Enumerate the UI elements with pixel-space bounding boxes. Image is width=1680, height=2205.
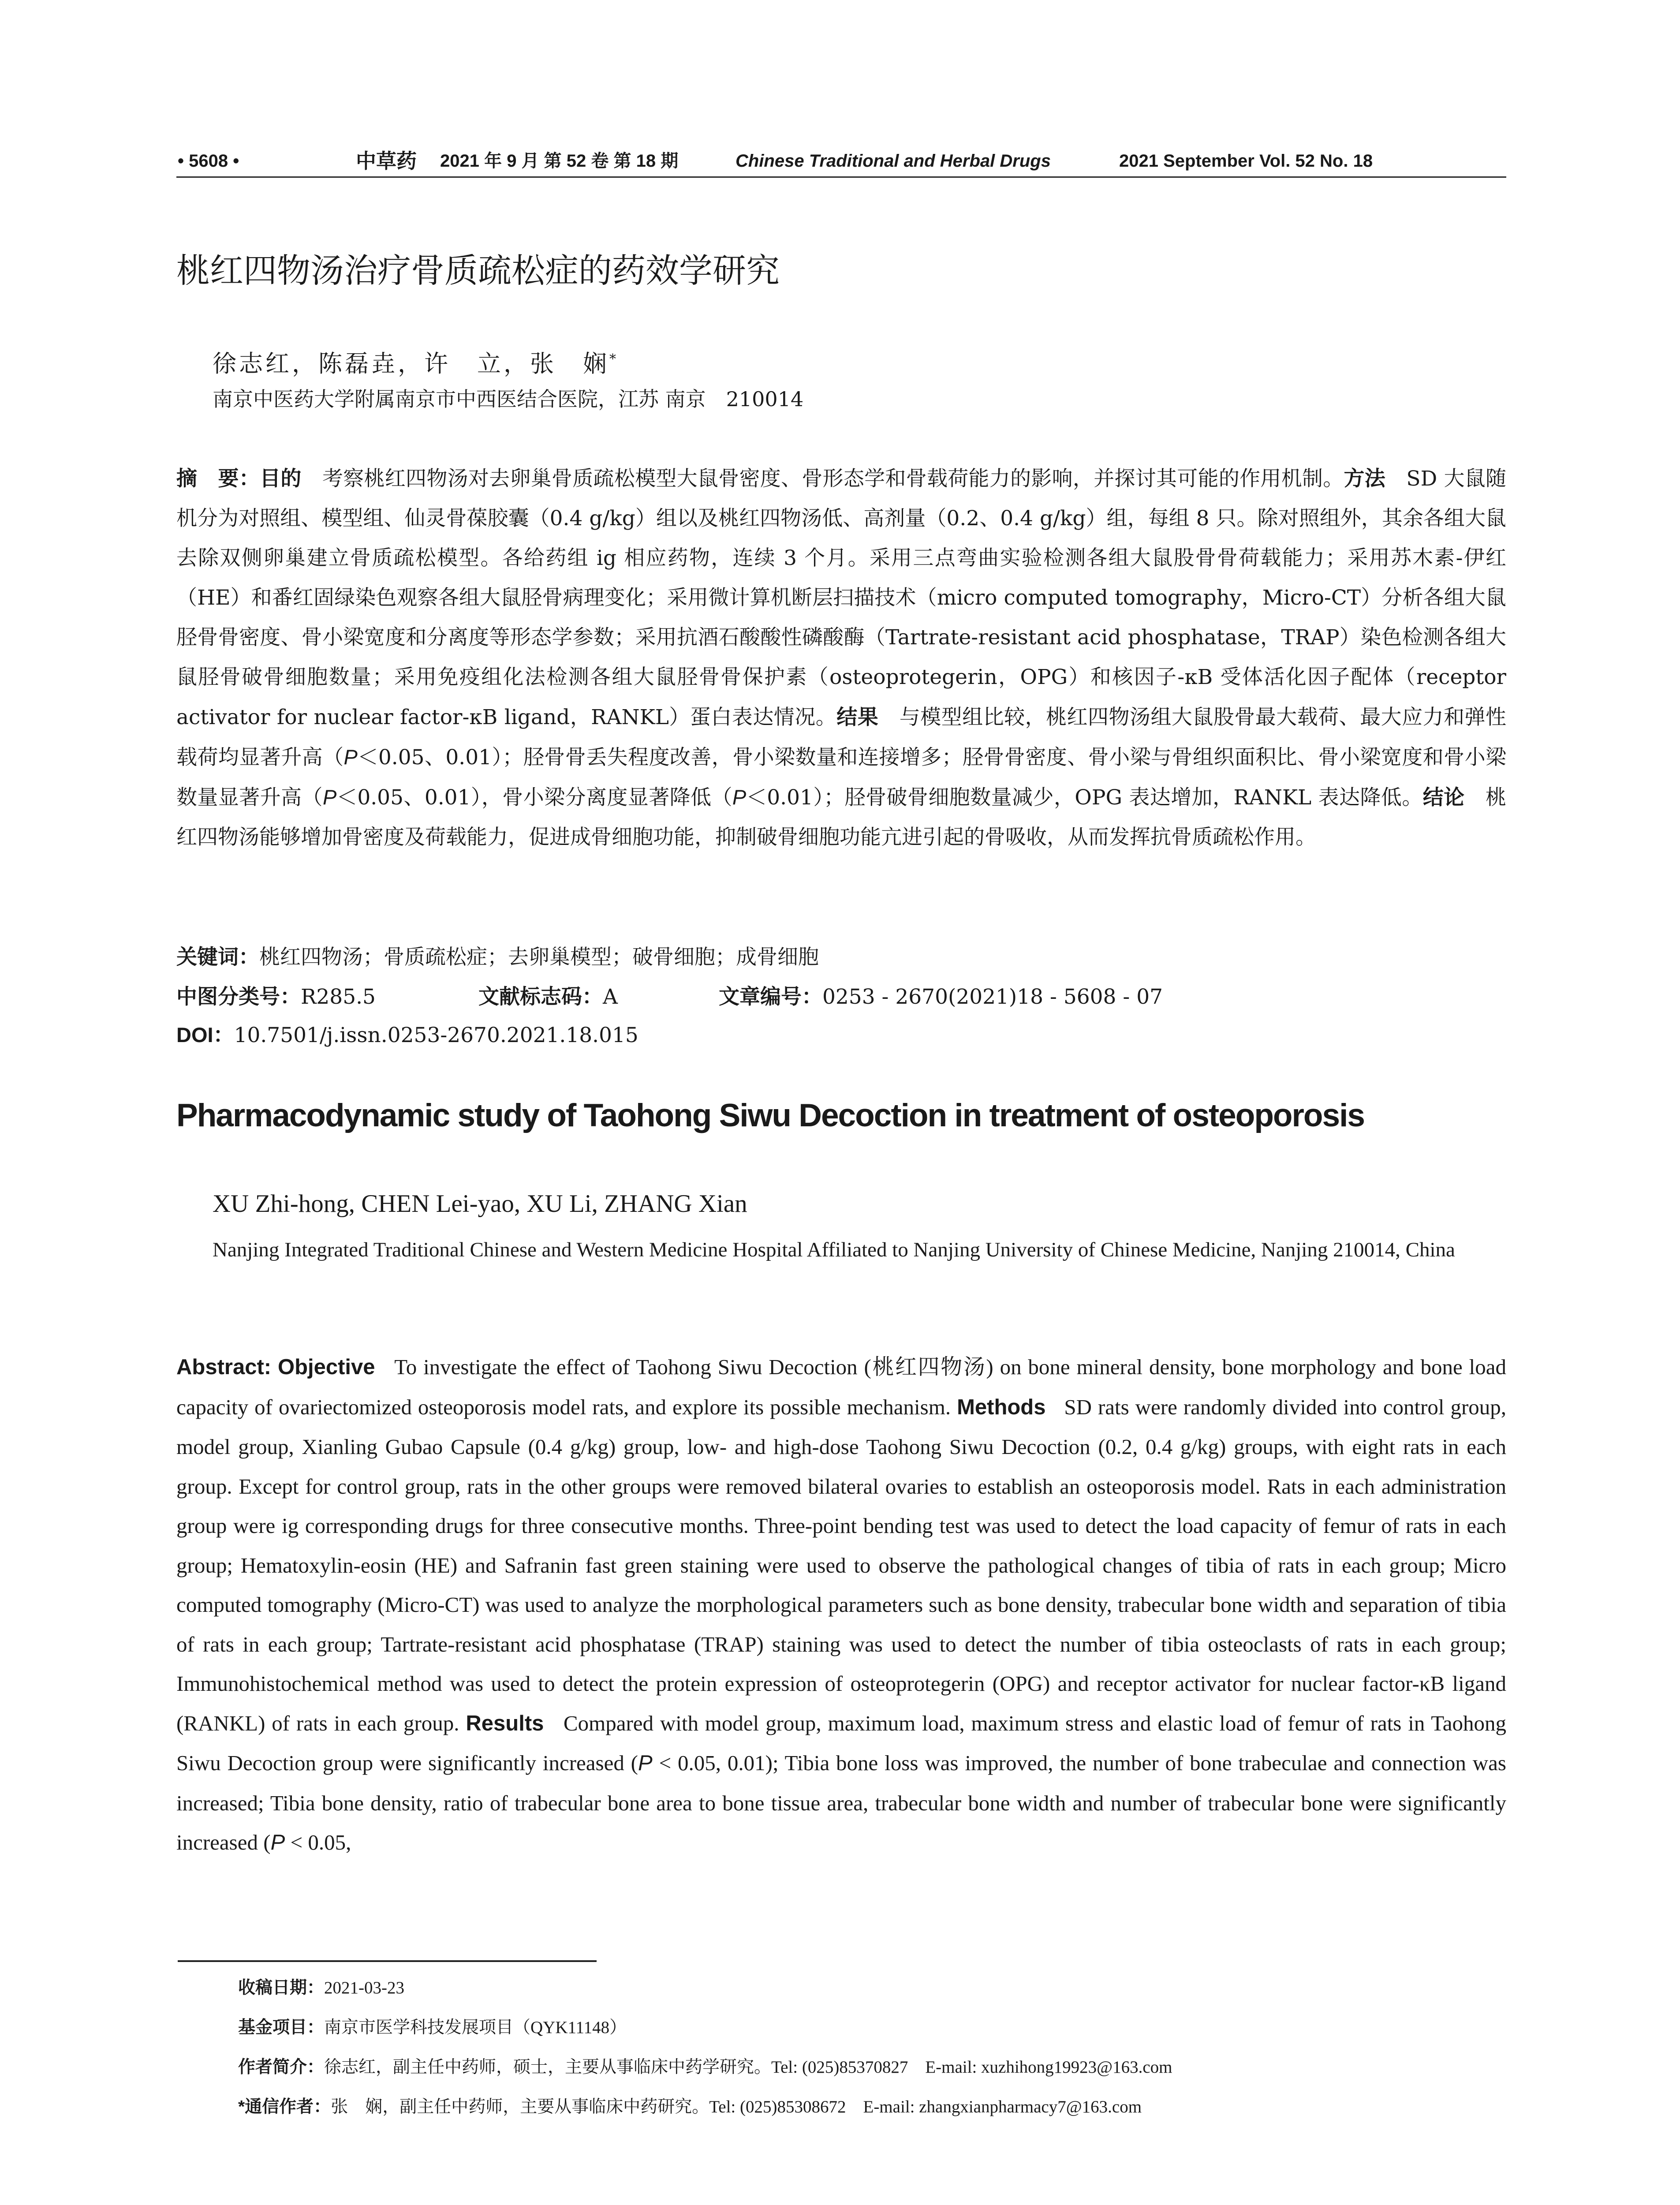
en-p-value-symbol: P <box>638 1751 653 1775</box>
en-results-text-a: Compared with model group, maximum load, maximum stress and elastic load of femur of rats in Taohong Siwu Decoction group were significantly increased ( <box>176 1711 1507 1775</box>
page-number: • 5608 • <box>178 151 239 171</box>
author-bio-text: 徐志红，副主任中药师，硕士，主要从事临床中药学研究。Tel: (025)85370827 E-mail: xuzhihong19923@163.com <box>324 2058 1172 2077</box>
issue-cn: 2021 年 9 月 第 52 卷 第 18 期 <box>440 151 679 171</box>
footnote-rule <box>178 1960 597 1962</box>
cn-conclusion-label: 结论 <box>1422 785 1465 809</box>
en-results-label: Results <box>466 1711 544 1735</box>
en-abstract-label: Abstract: <box>176 1355 272 1379</box>
clc-label: 中图分类号： <box>176 985 301 1008</box>
footnote-author <box>238 2054 1172 2081</box>
cn-results-text-c: ＜0.05、0.01），骨小梁分离度显著降低（ <box>336 785 732 810</box>
en-methods-label: Methods <box>957 1395 1046 1419</box>
article-no-value: 0253 - 2670(2021)18 - 5608 - 07 <box>822 985 1163 1009</box>
en-p-value-symbol: P <box>270 1831 285 1854</box>
cn-p-value-symbol: P <box>322 785 337 809</box>
en-methods-text: SD rats were randomly divided into control group, model group, Xianling Gubao Capsule (0.4 g/kg) group, low- and high-dose Taohong Siwu Decoction (0.2, 0.4 g/kg) groups, with eight rats in each group. Except for control group, rats in the other groups were removed bilateral ovaries to establish an osteoporosis model. Rats in each administration group were ig corresponding drugs for three consecutive months. Three-point bending test was used to detect the load capacity of femur of rats in each group; Hematoxylin-eosin (HE) and Safranin fast green staining were used to observe the pathological changes of tibia of rats in each group; Micro computed tomography (Micro-CT) was used to analyze the morphological parameters such as bone density, trabecular bone width and separation of tibia of rats in each group; Tartrate-resistant acid phosphatase (TRAP) staining was used to detect the number of tibia osteoclasts of rats in each group; Immunohistochemical method was used to detect the protein expression of osteoprotegerin (OPG) and receptor activator for nuclear factor-κB ligand (RANKL) of rats in each group. <box>176 1394 1507 1735</box>
header-rule <box>176 176 1506 178</box>
cn-methods-label: 方法 <box>1344 467 1386 490</box>
received-date: 2021-03-23 <box>324 1978 404 1997</box>
cn-methods-text: SD 大鼠随机分为对照组、模型组、仙灵骨葆胶囊（0.4 g/kg）组以及桃红四物汤低、高剂量（0.2、0.4 g/kg）组，每组 8 只。除对照组外，其余各组大鼠去除双侧卵巢建立骨质疏松模型。各给药组 ig 相应药物，连续 3 个月。采用三点弯曲实验检测各组大鼠股骨骨荷载能力；采用苏木素-伊红（HE）和番红固绿染色观察各组大鼠胫骨病理变化；采用微计算机断层扫描技术（micro computed tomography，Micro-CT）分析各组大鼠胫骨骨密度、骨小梁宽度和分离度等形态学参数；采用抗酒石酸酸性磷酸酶（Tartrate-resistant acid phosphatase，TRAP）染色检测各组大鼠胫骨破骨细胞数量；采用免疫组化法检测各组大鼠胫骨骨保护素（osteoprotegerin，OPG）和核因子-κB 受体活化因子配体（receptor activator for nuclear factor-κB ligand，RANKL）蛋白表达情况。 <box>176 467 1507 729</box>
corresponding-mark: * <box>609 351 619 367</box>
en-affiliation: Nanjing Integrated Traditional Chinese and Western Medicine Hospital Affiliated to Nanjing University of Chinese Medicine, Nanjing 210014, China <box>213 1238 1455 1261</box>
cn-authors <box>213 342 619 381</box>
doi-value: 10.7501/j.issn.0253-2670.2021.18.015 <box>234 1023 638 1047</box>
en-results-text-b: < 0.05, 0.01); Tibia bone loss was improved, the number of bone trabeculae and connection was increased; Tibia bone density, ratio of trabecular bone area to bone tissue area, trabecular bone width and number of trabecular bone were significantly increased ( <box>176 1751 1506 1854</box>
keywords-text: 桃红四物汤；骨质疏松症；去卵巢模型；破骨细胞；成骨细胞 <box>259 945 819 969</box>
en-abstract <box>176 1347 1506 1863</box>
journal-cn-name: 中草药 <box>356 149 417 173</box>
fund-label: 基金项目： <box>238 2018 325 2037</box>
en-objective-label: Objective <box>277 1355 375 1379</box>
running-header <box>178 148 1505 174</box>
cn-abstract-label: 摘 要： <box>176 467 260 490</box>
corresponding-text: 张 娴，副主任中药师，主要从事临床中药研究。Tel: (025)85308672 E-mail: zhangxianpharmacy7@163.com <box>331 2097 1142 2116</box>
cn-results-text-a: 与模型组比较，桃红四物汤组大鼠股骨最大载荷、最大应力和弹性载荷均显著升高（ <box>176 705 1507 770</box>
cn-objective-text: 考察桃红四物汤对去卵巢骨质疏松模型大鼠骨密度、骨形态学和骨载荷能力的影响，并探讨其可能的作用机制。 <box>322 467 1344 491</box>
footnote-fund <box>238 2014 627 2041</box>
cn-author-names: 徐志红，陈磊垚，许 立，张 娴 <box>213 350 609 377</box>
fund-text: 南京市医学科技发展项目（QYK11148） <box>324 2018 627 2037</box>
footnote-corresponding <box>238 2094 1142 2120</box>
cn-title: 桃红四物汤治疗骨质疏松症的药效学研究 <box>176 252 780 290</box>
cn-results-text-d: ＜0.01）；胫骨破骨细胞数量减少，OPG 表达增加，RANKL 表达降低。 <box>746 785 1423 810</box>
cn-doi <box>176 1017 638 1053</box>
cn-abstract <box>176 459 1506 939</box>
en-authors: XU Zhi-hong, CHEN Lei-yao, XU Li, ZHANG Xian <box>213 1190 747 1218</box>
cn-conclusion-text: 桃红四物汤能够增加骨密度及荷载能力，促进成骨细胞功能，抑制破骨细胞功能亢进引起的骨吸收，从而发挥抗骨质疏松作用。 <box>176 785 1507 849</box>
doc-code-value: A <box>603 985 618 1009</box>
cn-p-value-symbol: P <box>732 785 747 809</box>
en-objective-text: To investigate the effect of Taohong Siwu Decoction (桃红四物汤) on bone mineral density, bone morphology and bone load capacity of ovariectomized osteoporosis model rats, and explore its possible mechanism. <box>176 1355 1507 1419</box>
author-bio-label: 作者简介： <box>238 2058 325 2077</box>
received-label: 收稿日期： <box>238 1978 325 1997</box>
footnote-received <box>238 1975 404 2001</box>
cn-classification <box>176 979 1506 1014</box>
doc-code-label: 文献标志码： <box>478 985 603 1008</box>
cn-results-text-b: ＜0.05、0.01）；胫骨骨丢失程度改善，骨小梁数量和连接增多；胫骨骨密度、骨小梁与骨组织面积比、骨小梁宽度和骨小梁数量显著升高（ <box>176 745 1507 810</box>
cn-results-label: 结果 <box>836 705 879 729</box>
cn-objective-label: 目的 <box>260 467 302 490</box>
cn-keywords <box>176 939 819 975</box>
en-results-text-c: < 0.05, <box>285 1830 351 1854</box>
corresponding-label: *通信作者： <box>238 2097 331 2116</box>
article-no-label: 文章编号： <box>719 985 822 1008</box>
clc-value: R285.5 <box>301 985 376 1009</box>
cn-affiliation: 南京中医药大学附属南京市中西医结合医院，江苏 南京 210014 <box>213 387 804 411</box>
en-title: Pharmacodynamic study of Taohong Siwu Decoction in treatment of osteoporosis <box>176 1098 1365 1133</box>
issue-en: 2021 September Vol. 52 No. 18 <box>1119 151 1373 171</box>
journal-en-name: Chinese Traditional and Herbal Drugs <box>735 151 1051 171</box>
doi-label: DOI： <box>176 1023 234 1046</box>
cn-p-value-symbol: P <box>343 745 358 769</box>
keywords-label: 关键词： <box>176 945 259 968</box>
